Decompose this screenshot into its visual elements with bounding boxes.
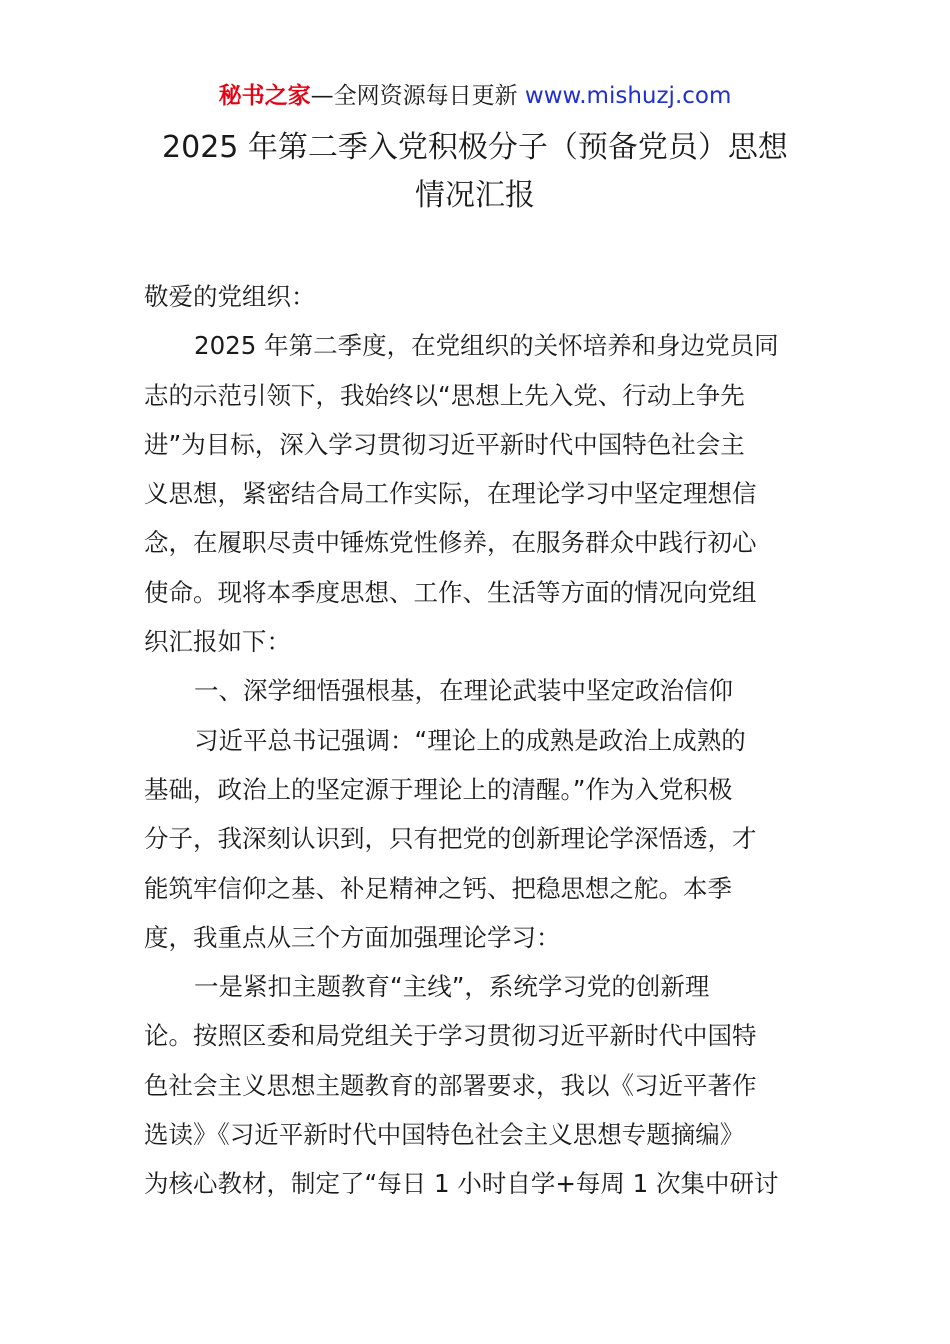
body-line: 2025 年第二季度，在党组织的关怀培养和身边党员同 <box>194 331 779 361</box>
body-line: 度，我重点从三个方面加强理论学习： <box>144 922 561 952</box>
title-line: 情况汇报 <box>415 178 535 213</box>
body-line: 义思想，紧密结合局工作实际，在理论学习中坚定理想信 <box>144 479 757 509</box>
body-line: 进”为目标，深入学习贯彻习近平新时代中国特色社会主 <box>144 429 745 459</box>
body-line: 色社会主义思想主题教育的部署要求，我以《习近平著作 <box>144 1070 757 1100</box>
body-line: 论。按照区委和局党组关于学习贯彻习近平新时代中国特 <box>144 1021 757 1051</box>
body-line: 能筑牢信仰之基、补足精神之钙、把稳思想之舵。本季 <box>144 873 732 903</box>
site-header <box>0 80 950 112</box>
header-tagline: —全网资源每日更新 <box>310 83 525 109</box>
body-line: 织汇报如下： <box>144 627 291 657</box>
title-line: 2025 年第二季入党积极分子（预备党员）思想 <box>162 130 788 165</box>
site-url-link[interactable]: www.mishuzj.com <box>524 83 732 109</box>
document-body <box>144 272 814 1209</box>
body-line: 一是紧扣主题教育“主线”，系统学习党的创新理 <box>194 972 710 1002</box>
body-line: 基础，政治上的坚定源于理论上的清醒。”作为入党积极 <box>144 774 733 804</box>
body-line: 习近平总书记强调：“理论上的成熟是政治上成熟的 <box>194 725 746 755</box>
body-line: 为核心教材，制定了“每日 1 小时自学+每周 1 次集中研讨 <box>144 1169 779 1199</box>
body-line: 选读》《习近平新时代中国特色社会主义思想专题摘编》 <box>144 1120 745 1150</box>
body-line: 念，在履职尽责中锤炼党性修养，在服务群众中践行初心 <box>144 528 757 558</box>
body-line: 使命。现将本季度思想、工作、生活等方面的情况向党组 <box>144 577 757 607</box>
body-line: 志的示范引领下，我始终以“思想上先入党、行动上争先 <box>144 380 745 410</box>
brand-name: 秘书之家 <box>218 83 311 109</box>
document-title <box>80 124 870 220</box>
body-line: 敬爱的党组织： <box>144 282 316 311</box>
body-line: 分子，我深刻认识到，只有把党的创新理论学深悟透，才 <box>144 824 757 854</box>
body-line: 一、深学细悟强根基，在理论武装中坚定政治信仰 <box>194 676 733 706</box>
